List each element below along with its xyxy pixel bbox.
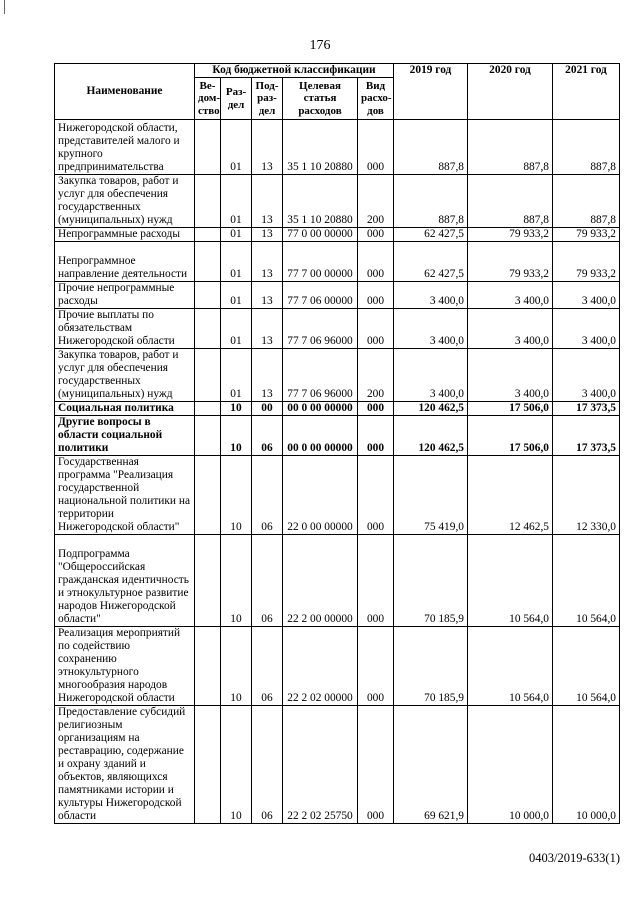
row-target: 00 0 00 00000 [283,402,358,416]
row-2020: 79 933,2 [468,242,553,282]
row-razdel: 01 [221,309,252,349]
row-razdel: 10 [221,402,252,416]
row-2021: 10 564,0 [553,535,620,627]
row-target: 77 0 00 00000 [283,228,358,242]
table-row [55,120,620,175]
row-vedomstvo [195,456,221,535]
row-podrazdel: 06 [252,535,283,627]
row-razdel: 01 [221,282,252,309]
row-podrazdel: 13 [252,242,283,282]
row-vedomstvo [195,706,221,824]
row-target: 77 7 06 00000 [283,282,358,309]
row-vedomstvo [195,242,221,282]
row-2019: 120 462,5 [394,416,468,456]
row-vedomstvo [195,416,221,456]
row-vid: 000 [358,416,394,456]
row-2020: 3 400,0 [468,309,553,349]
row-vedomstvo [195,535,221,627]
row-2019: 70 185,9 [394,535,468,627]
row-2020: 3 400,0 [468,282,553,309]
header-2021: 2021 год [553,64,620,120]
row-razdel: 01 [221,228,252,242]
row-name: Другие вопросы в области социальной политики [55,416,195,456]
row-name: Непрограммные расходы [55,228,195,242]
table-row [55,416,620,456]
page-number: 176 [309,38,331,53]
row-vid: 200 [358,349,394,402]
row-podrazdel: 13 [252,120,283,175]
row-2020: 887,8 [468,175,553,228]
row-name: Закупка товаров, работ и услуг для обеспечения государственных (муниципальных) нужд [55,349,195,402]
row-target: 22 2 02 00000 [283,627,358,706]
row-2021: 10 564,0 [553,627,620,706]
row-2019: 69 621,9 [394,706,468,824]
row-2021: 887,8 [553,120,620,175]
header-2019: 2019 год [394,64,468,120]
row-vid: 000 [358,456,394,535]
row-vid: 000 [358,242,394,282]
row-name: Закупка товаров, работ и услуг для обеспечения государственных (муниципальных) нужд [55,175,195,228]
row-name: Прочие выплаты по обязательствам Нижегородской области [55,309,195,349]
row-podrazdel: 00 [252,402,283,416]
row-razdel: 01 [221,242,252,282]
row-name: Подпрограмма "Общероссийская гражданская идентичность и этнокультурное развитие народов Нижегородской области" [55,535,195,627]
row-2020: 10 564,0 [468,535,553,627]
budget-table [54,63,620,824]
row-target: 77 7 06 96000 [283,349,358,402]
row-target: 22 2 00 00000 [283,535,358,627]
row-2020: 17 506,0 [468,416,553,456]
row-target: 22 2 02 25750 [283,706,358,824]
row-vid: 200 [358,175,394,228]
table-row [55,242,620,282]
row-2019: 70 185,9 [394,627,468,706]
row-2019: 3 400,0 [394,309,468,349]
row-2019: 3 400,0 [394,282,468,309]
row-target: 22 0 00 00000 [283,456,358,535]
row-target: 35 1 10 20880 [283,175,358,228]
row-vid: 000 [358,627,394,706]
row-razdel: 10 [221,456,252,535]
row-target: 77 7 06 96000 [283,309,358,349]
row-2020: 887,8 [468,120,553,175]
row-2019: 62 427,5 [394,242,468,282]
row-2020: 12 462,5 [468,456,553,535]
table-body [55,120,620,824]
row-2019: 62 427,5 [394,228,468,242]
row-2019: 3 400,0 [394,349,468,402]
scan-edge-mark [4,0,5,14]
row-2020: 10 000,0 [468,706,553,824]
row-razdel: 01 [221,349,252,402]
row-razdel: 10 [221,535,252,627]
row-name: Нижегородской области, представителей малого и крупного предпринимательства [55,120,195,175]
table-row [55,402,620,416]
row-2021: 3 400,0 [553,349,620,402]
row-podrazdel: 13 [252,175,283,228]
header-2020: 2020 год [468,64,553,120]
row-podrazdel: 06 [252,706,283,824]
row-name: Непрограммное направление деятельности [55,242,195,282]
row-2019: 120 462,5 [394,402,468,416]
row-vid: 000 [358,120,394,175]
row-vedomstvo [195,627,221,706]
row-podrazdel: 13 [252,282,283,309]
row-2020: 79 933,2 [468,228,553,242]
row-2019: 887,8 [394,120,468,175]
table-row [55,706,620,824]
row-podrazdel: 06 [252,456,283,535]
header-razdel: Раз- дел [221,78,252,120]
row-2021: 3 400,0 [553,309,620,349]
row-podrazdel: 13 [252,349,283,402]
row-2021: 3 400,0 [553,282,620,309]
row-vid: 000 [358,309,394,349]
row-name: Реализация мероприятий по содействию сохранению этнокультурного многообразия народов Нижегородской области [55,627,195,706]
row-2021: 79 933,2 [553,228,620,242]
header-podrazdel: Под- раз- дел [252,78,283,120]
table-row [55,349,620,402]
row-target: 00 0 00 00000 [283,416,358,456]
row-2021: 17 373,5 [553,416,620,456]
row-vedomstvo [195,309,221,349]
document-code: 0403/2019-633(1) [529,851,620,865]
row-vedomstvo [195,282,221,309]
table-row [55,282,620,309]
table-row [55,535,620,627]
row-podrazdel: 06 [252,416,283,456]
row-vedomstvo [195,402,221,416]
row-2021: 17 373,5 [553,402,620,416]
row-2020: 3 400,0 [468,349,553,402]
table-row [55,309,620,349]
row-podrazdel: 13 [252,228,283,242]
row-target: 77 7 00 00000 [283,242,358,282]
header-name: Наименование [55,64,195,120]
header-target: Целевая статья расходов [283,78,358,120]
row-vid: 000 [358,402,394,416]
header-vedomstvo: Ве- дом- ство [195,78,221,120]
row-name: Предоставление субсидий религиозным организациям на реставрацию, содержание и охрану зданий и объектов, являющихся памятниками истории и культуры Нижегородской области [55,706,195,824]
row-vedomstvo [195,120,221,175]
row-razdel: 01 [221,120,252,175]
row-vid: 000 [358,706,394,824]
row-name: Прочие непрограммные расходы [55,282,195,309]
row-razdel: 10 [221,416,252,456]
header-code-group: Код бюджетной классификации [195,64,394,78]
row-vid: 000 [358,282,394,309]
table-row [55,228,620,242]
row-vid: 000 [358,228,394,242]
row-name: Государственная программа "Реализация государственной национальной политики на территории Нижегородской области" [55,456,195,535]
row-razdel: 10 [221,627,252,706]
row-vid: 000 [358,535,394,627]
row-razdel: 01 [221,175,252,228]
row-2019: 887,8 [394,175,468,228]
row-2021: 887,8 [553,175,620,228]
row-2020: 17 506,0 [468,402,553,416]
row-name: Социальная политика [55,402,195,416]
row-vedomstvo [195,175,221,228]
row-vedomstvo [195,228,221,242]
row-vedomstvo [195,349,221,402]
table-row [55,175,620,228]
row-2021: 12 330,0 [553,456,620,535]
row-2021: 10 000,0 [553,706,620,824]
row-target: 35 1 10 20880 [283,120,358,175]
row-podrazdel: 06 [252,627,283,706]
header-vid: Вид расхо- дов [358,78,394,120]
row-2020: 10 564,0 [468,627,553,706]
row-2019: 75 419,0 [394,456,468,535]
table-row [55,456,620,535]
row-podrazdel: 13 [252,309,283,349]
table-row [55,627,620,706]
row-2021: 79 933,2 [553,242,620,282]
row-razdel: 10 [221,706,252,824]
